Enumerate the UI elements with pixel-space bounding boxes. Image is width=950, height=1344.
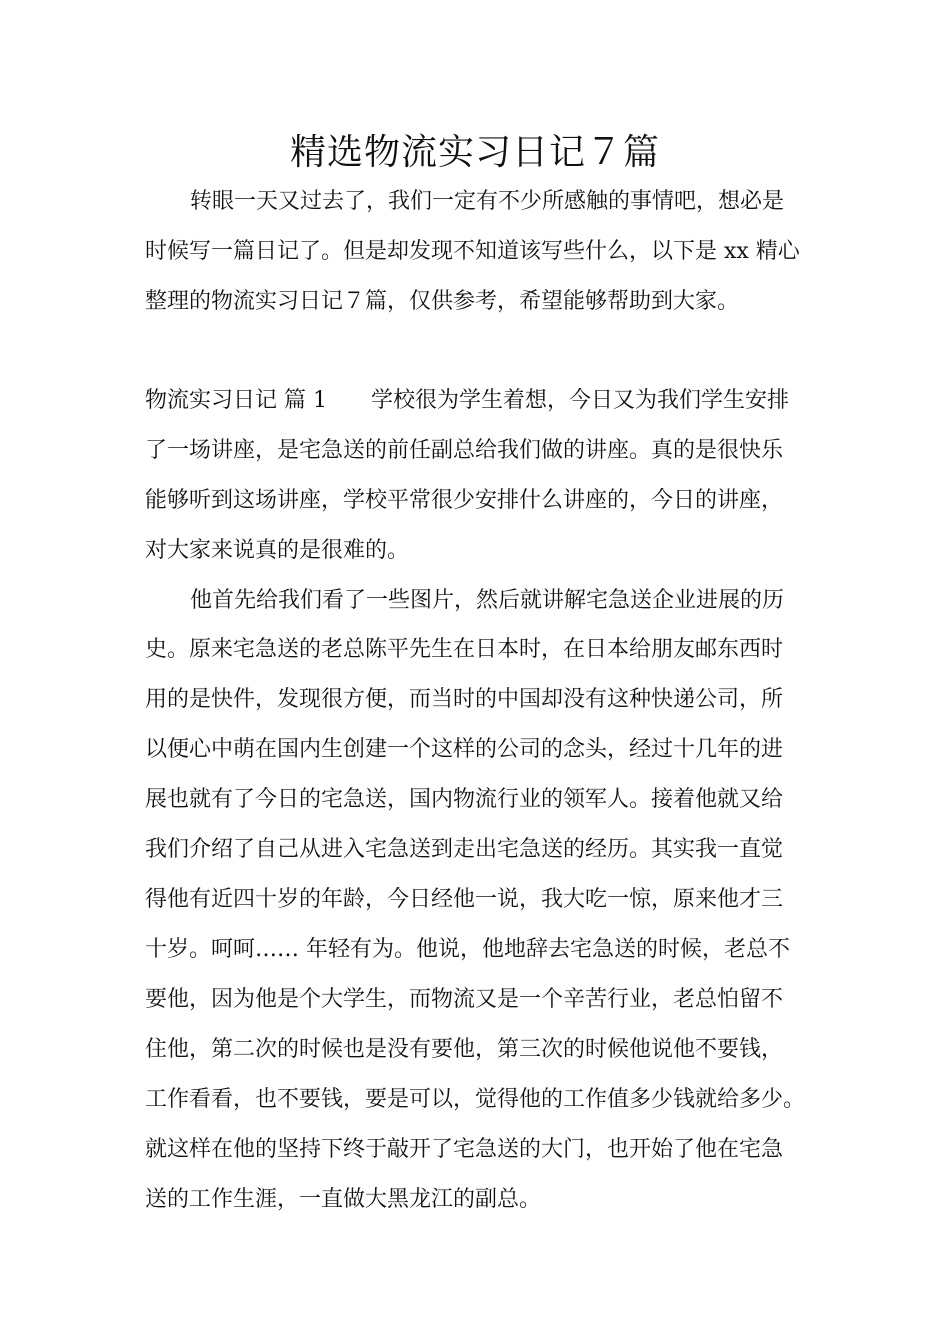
- para2-line-7: 得他有近四十岁的年龄，今日经他一说，我大吃一惊，原来他才三: [145, 887, 784, 912]
- para2-line-2: 史。原来宅急送的老总陈平先生在日本时，在日本给朋友邮东西时: [145, 637, 784, 662]
- para1-line-1: 学校很为学生着想，今日又为我们学生安排: [370, 388, 789, 413]
- para1-line-2: 了一场讲座，是宅急送的前任副总给我们做的讲座。真的是很快乐: [145, 438, 784, 463]
- intro-line-3: 整理的物流实习日记７篇，仅供参考，希望能够帮助到大家。: [145, 289, 740, 314]
- para2-line-11: 工作看看，也不要钱，要是可以，觉得他的工作值多少钱就给多少。: [145, 1087, 806, 1112]
- para2-line-10: 住他，第二次的时候也是没有要他，第三次的时候他说他不要钱，: [145, 1037, 784, 1062]
- para2-line-9: 要他，因为他是个大学生，而物流又是一个辛苦行业，老总怕留不: [145, 987, 784, 1012]
- page-title: 精选物流实习日记７篇: [289, 132, 660, 173]
- para1-line-3: 能够听到这场讲座，学校平常很少安排什么讲座的，今日的讲座，: [145, 488, 784, 513]
- para2-line-1: 他首先给我们看了一些图片，然后就讲解宅急送企业进展的历: [190, 588, 785, 613]
- para2-line-8: 十岁。呵呵…… 年轻有为。他说，他地辞去宅急送的时候，老总不: [145, 937, 790, 962]
- para2-line-4: 以便心中萌在国内生创建一个这样的公司的念头，经过十几年的进: [145, 737, 784, 762]
- para2-line-6: 我们介绍了自己从进入宅急送到走出宅急送的经历。其实我一直觉: [145, 837, 784, 862]
- section-first-line: [145, 385, 825, 417]
- para1-line-4: 对大家来说真的是很难的。: [145, 538, 410, 563]
- para2-line-12: 就这样在他的坚持下终于敲开了宅急送的大门，也开始了他在宅急: [145, 1137, 784, 1162]
- intro-line-1: 转眼一天又过去了，我们一定有不少所感触的事情吧，想必是: [190, 189, 785, 214]
- section-heading: 物流实习日记 篇 1: [145, 388, 327, 413]
- para2-line-5: 展也就有了今日的宅急送，国内物流行业的领军人。接着他就又给: [145, 787, 784, 812]
- para2-line-3: 用的是快件，发现很方便，而当时的中国却没有这种快递公司，所: [145, 687, 784, 712]
- intro-line-2: 时候写一篇日记了。但是却发现不知道该写些什么，以下是 xx 精心: [145, 239, 800, 264]
- para2-line-13: 送的工作生涯，一直做大黑龙江的副总。: [145, 1187, 542, 1212]
